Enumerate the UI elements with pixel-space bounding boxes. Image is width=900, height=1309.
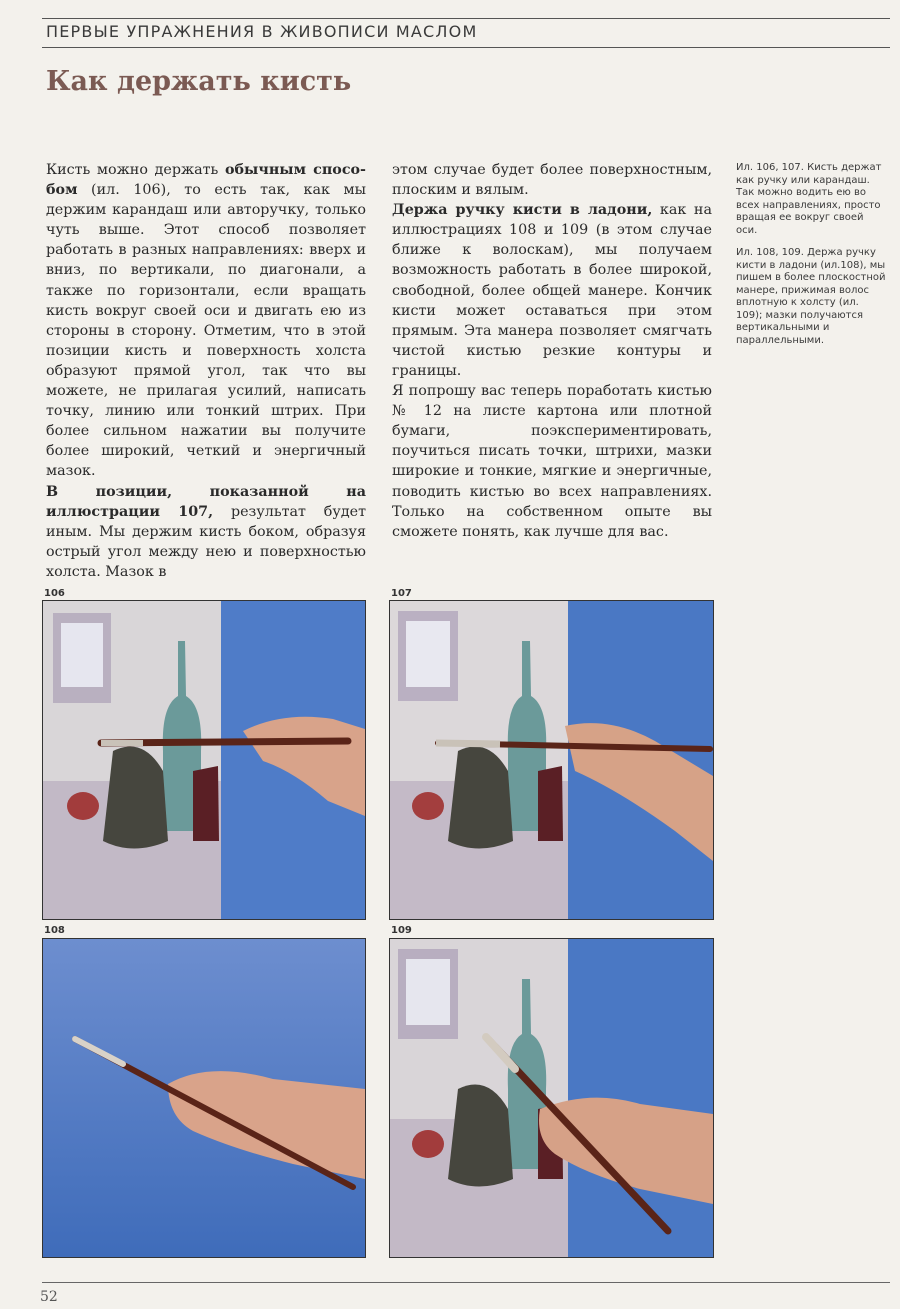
page-title: Как держать кисть	[46, 66, 352, 97]
text-run: этом случае будет более поверхностным, плоским и вялым.	[392, 162, 712, 199]
header-rule-top	[42, 18, 890, 19]
figure-number-106: 106	[44, 588, 65, 599]
text-run: результат будет иным. Мы держим кисть боком, образуя острый угол между нею и поверхностью холста. Мазок в	[46, 503, 366, 580]
paragraph	[46, 482, 366, 582]
figure-108	[42, 938, 366, 1258]
caption-106-107: Ил. 106, 107. Кисть держат как ручку или карандаш. Так можно водить ею во всех направлениях, просто вращая ее вокруг своей оси.	[736, 162, 882, 236]
page-number: 52	[40, 1289, 58, 1305]
figure-number-107: 107	[391, 588, 412, 599]
text-run: как на иллюстрациях 108 и 109 (в этом случае ближе к волоскам), мы получаем возможность работать в более широкой, свободной, более общей манере. Кончик кисти может оставаться при этом прямым. Эта манера позволяет смягчать чистой кистью резкие контуры и границы.	[392, 202, 712, 379]
bold-run: обычным спосо-бом	[46, 162, 366, 199]
caption-108-109: Ил. 108, 109. Держа ручку кисти в ладони (ил.108), мы пишем в более плоскостной манере, прижимая волос вплотную к холсту (ил. 109); мазки получаются вертикальными и параллельными.	[736, 247, 886, 346]
figure-107	[389, 600, 714, 920]
text-run: Я попрошу вас теперь поработать кистью № 12 на листе картона или плотной бумаги, поэкспериментировать, поучиться писать точки, штрихи, мазки широкие и тонкие, мягкие и энергичные, поводить кистью во всех направлениях. Только на собственном опыте вы сможете понять, как лучше для вас.	[392, 383, 712, 540]
figure-number-109: 109	[391, 925, 412, 936]
body-column-2	[392, 160, 712, 542]
paragraph	[392, 381, 712, 542]
bold-run: Держа ручку кисти в ладони,	[392, 202, 653, 219]
bold-run: В позиции, показанной на иллюстрации 107,	[46, 483, 366, 520]
running-head: ПЕРВЫЕ УПРАЖНЕНИЯ В ЖИВОПИСИ МАСЛОМ	[46, 22, 478, 41]
footer-rule	[42, 1282, 890, 1283]
figure-number-108: 108	[44, 925, 65, 936]
figure-109	[389, 938, 714, 1258]
figure-106	[42, 600, 366, 920]
header-rule-bottom	[42, 47, 890, 48]
text-run: Кисть можно держать	[46, 162, 225, 178]
side-captions	[736, 162, 886, 357]
paragraph	[46, 160, 366, 482]
paragraph	[392, 200, 712, 381]
body-column-1	[46, 160, 366, 582]
text-run: (ил. 106), то есть так, как мы держим карандаш или авторучку, только чуть выше. Этот способ позволяет работать в разных направлениях: вверх и вниз, по вертикали, по диагонали, а также по горизонтали, если вращать кисть вокруг своей оси и двигать ею из стороны в сторону. Отметим, что в этой позиции кисть и поверхность холста образуют прямой угол, так что вы можете, не прилагая усилий, написать точку, линию или тонкий штрих. При более сильном нажатии вы получите более широкий, четкий и энергичный мазок.	[46, 182, 366, 480]
paragraph	[392, 160, 712, 200]
